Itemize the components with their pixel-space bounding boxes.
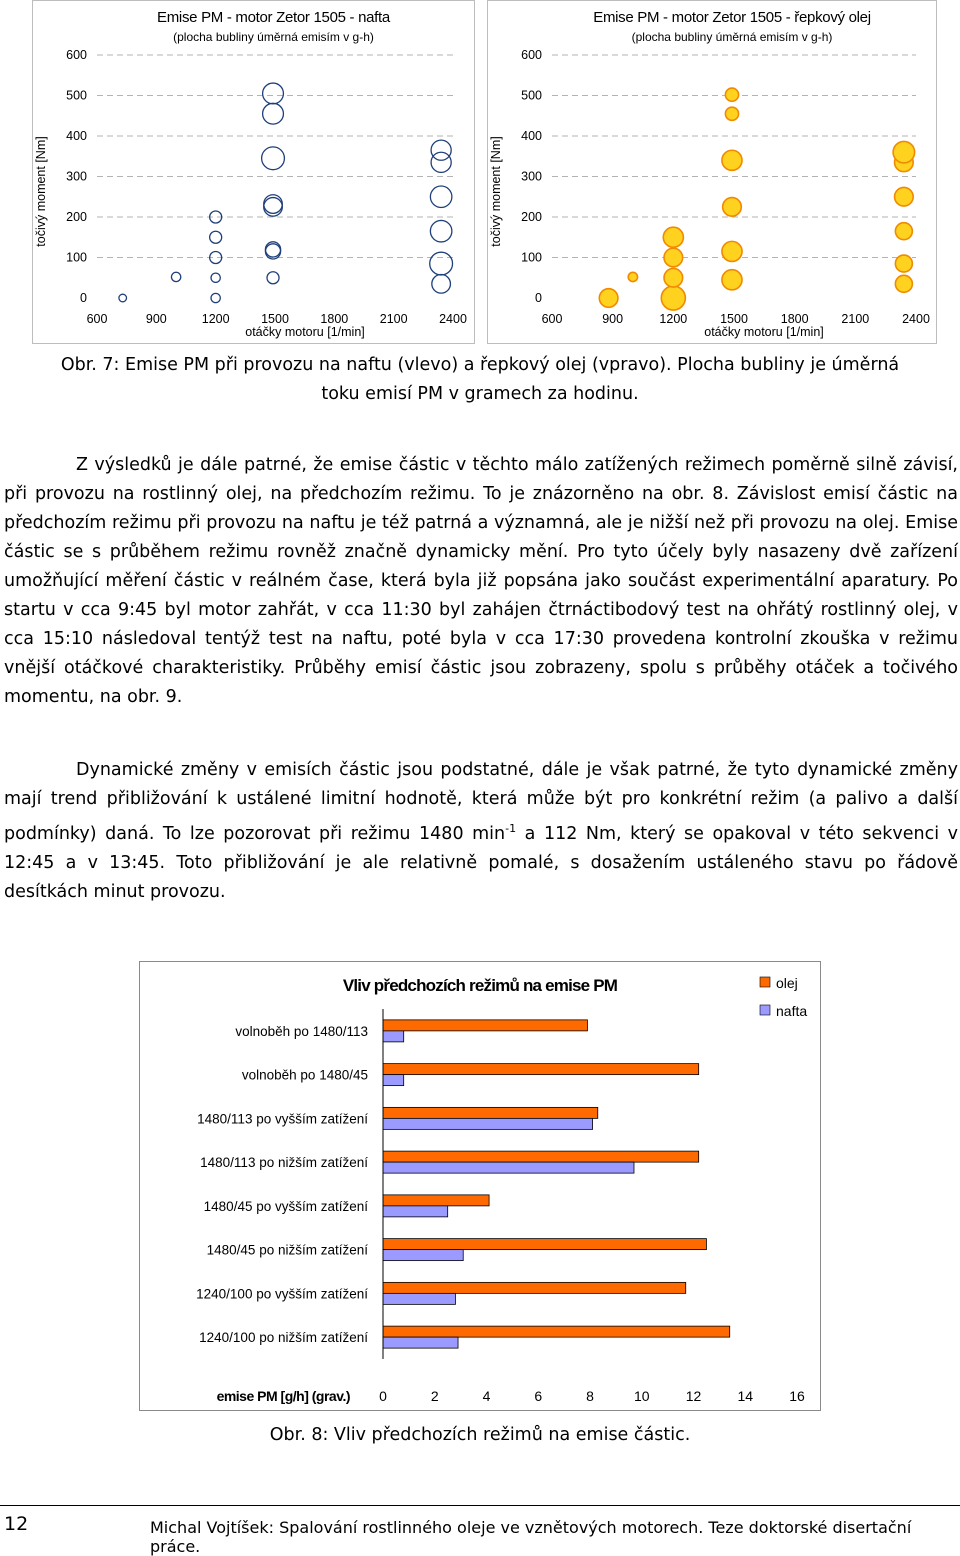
figure-8-caption: Obr. 8: Vliv předchozích režimů na emise částic. [269, 1425, 691, 1445]
bar-olej [383, 1195, 489, 1206]
x-tick-label: 4 [482, 1388, 491, 1404]
paragraph-2-sup: -1 [505, 822, 517, 835]
data-bubble [119, 294, 127, 302]
bar-chart-previous-modes [139, 961, 821, 1411]
data-bubble [661, 286, 685, 310]
bubble-plot-rapeseed [488, 1, 938, 345]
paragraph-1 [4, 451, 958, 712]
data-bubble [722, 150, 742, 170]
data-bubble [723, 198, 742, 217]
data-bubble [263, 83, 284, 104]
x-tick-label: 2100 [379, 312, 408, 326]
legend-swatch [760, 1005, 770, 1015]
data-bubble [722, 241, 742, 261]
bubble-chart-diesel [32, 0, 475, 344]
data-bubble [895, 187, 914, 206]
y-tick-label: 200 [66, 210, 87, 224]
bar-olej [383, 1151, 699, 1162]
legend-label: nafta [776, 1003, 808, 1019]
data-bubble [430, 220, 452, 242]
x-axis-label: emise PM [g/h] (grav.) [216, 1388, 350, 1404]
bubble-plot-diesel [33, 1, 476, 345]
x-tick-label: 2 [430, 1388, 439, 1404]
data-bubble [263, 103, 284, 124]
footer-text: Michal Vojtíšek: Spalování rostlinného oleje ve vznětových motorech. Teze doktorské disertační práce. [150, 1518, 912, 1556]
x-tick-label: 0 [379, 1388, 387, 1404]
data-bubble [725, 107, 738, 120]
bar-olej [383, 1107, 598, 1118]
category-label: 1240/100 po vyšším zatížení [196, 1286, 368, 1302]
x-tick-label: 2400 [902, 312, 930, 326]
y-tick-label: 600 [66, 48, 87, 62]
bar-chart-title: Vliv předchozích režimů na emise PM [342, 976, 618, 995]
y-tick-label: 0 [535, 291, 542, 305]
category-label: 1480/45 po vyšším zatížení [203, 1198, 368, 1214]
y-tick-label: 200 [521, 210, 542, 224]
bar-nafta [383, 1293, 455, 1304]
legend-swatch [760, 977, 770, 987]
x-axis-label: otáčky motoru [1/min] [704, 325, 824, 339]
x-tick-label: 2100 [841, 312, 870, 326]
footer-divider [0, 1505, 960, 1506]
y-tick-label: 100 [66, 250, 87, 265]
y-axis-label: točivý moment [Nm] [489, 136, 503, 247]
data-bubble [628, 272, 637, 281]
caption-line-1: Obr. 7: Emise PM při provozu na naftu (vlevo) a řepkový olej (vpravo). Plocha bubliny je úměrná [60, 355, 900, 375]
category-label: volnoběh po 1480/45 [241, 1067, 368, 1083]
x-tick-label: 600 [541, 312, 563, 326]
y-tick-label: 100 [521, 250, 542, 265]
data-bubble [267, 272, 279, 284]
chart-subtitle: (plocha bubliny úměrná emisím v g-h) [631, 30, 833, 44]
data-bubble [211, 293, 220, 302]
category-label: volnoběh po 1480/113 [235, 1023, 368, 1039]
bar-olej [383, 1020, 587, 1031]
data-bubble [725, 88, 738, 101]
data-bubble [893, 141, 915, 163]
category-label: 1480/113 po vyšším zatížení [197, 1111, 368, 1127]
paragraph-2-text-a: Dynamické změny v emisích částic jsou podstatné, dále je však patrné, že tyto dynamické změny mají trend přibližování k ustálené limitní hodnotě, která může být pro konkrétní režim (a palivo a další podmínky) daná. To lze pozorovat při režimu 1480 min [4, 760, 958, 844]
x-tick-label: 1200 [659, 312, 688, 326]
x-tick-label: 16 [789, 1388, 805, 1404]
category-label: 1240/100 po nižším zatížení [199, 1330, 368, 1346]
y-tick-label: 500 [521, 88, 542, 103]
x-tick-label: 1500 [720, 312, 748, 326]
data-bubble [210, 231, 222, 243]
data-bubble [431, 152, 451, 172]
data-bubble [431, 140, 451, 160]
x-tick-label: 1800 [780, 312, 809, 326]
bar-nafta [383, 1206, 448, 1217]
x-tick-label: 2400 [439, 312, 467, 326]
x-tick-label: 1200 [201, 312, 230, 326]
x-axis-label: otáčky motoru [1/min] [245, 325, 365, 339]
bar-nafta [383, 1118, 593, 1129]
y-tick-label: 300 [521, 169, 542, 184]
x-tick-label: 900 [145, 312, 167, 326]
chart-subtitle: (plocha bubliny úměrná emisím v g-h) [173, 30, 374, 44]
paragraph-2 [4, 756, 958, 907]
bubble-chart-rapeseed [487, 0, 937, 344]
data-bubble [722, 270, 742, 290]
x-tick-label: 600 [86, 312, 108, 326]
y-tick-label: 400 [521, 129, 542, 143]
category-label: 1480/45 po nižším zatížení [206, 1242, 368, 1258]
bar-olej [383, 1239, 706, 1250]
bar-olej [383, 1282, 686, 1293]
figure-7-caption [0, 351, 960, 409]
data-bubble [430, 186, 452, 208]
x-tick-label: 8 [586, 1388, 594, 1404]
data-bubble [432, 275, 451, 294]
caption-line-2: toku emisí PM v gramech za hodinu. [321, 384, 639, 404]
bar-nafta [383, 1162, 634, 1173]
data-bubble [599, 289, 618, 308]
bar-nafta [383, 1031, 404, 1042]
x-tick-label: 1800 [320, 312, 349, 326]
paragraph-2-text-b: a 112 Nm, který se opakoval v této sekvenci v 12:45 a v 13:45. Toto přibližování je ale relativně pomalé, s dosažením ustáleného stavu po řádově desítkách minut provozu. [4, 823, 958, 902]
chart-title: Emise PM - motor Zetor 1505 - řepkový olej [593, 9, 871, 26]
chart-title: Emise PM - motor Zetor 1505 - nafta [157, 9, 390, 26]
x-tick-label: 6 [534, 1388, 543, 1404]
y-tick-label: 0 [80, 291, 87, 305]
bar-olej [383, 1326, 730, 1337]
legend-label: olej [776, 975, 798, 991]
bar-nafta [383, 1250, 463, 1261]
bar-nafta [383, 1337, 458, 1348]
data-bubble [664, 248, 683, 267]
data-bubble [262, 147, 285, 170]
bar-nafta [383, 1075, 404, 1086]
data-bubble [430, 252, 453, 275]
paragraph-1-text: Z výsledků je dále patrné, že emise částic v těchto málo zatížených režimech poměrně silně závisí, při provozu na rostlinný olej, na předchozím režimu. To je znázorněno na obr. 8. Závislost emisí částic na předchozím režimu při provozu na naftu je též patrná a významná, ale je nižší než při provozu na olej. Emise částic se s průběhem režimu rovněž značně dynamicky mění. Pro tyto účely byly nasazeny dvě zařízení umožňující měření částic v reálném čase, která byla již popsána jako součást experimentální aparatury. Po startu v cca 9:45 byl motor zahřát, v cca 11:30 byl zahájen čtrnáctibodový test na ohřátý rostlinný olej, v cca 15:10 následoval tentýž test na naftu, poté byla v cca 17:30 provedena kontrolní zkouška v režimu vnější otáčkové charakteristiky. Průběhy emisí částic jsou zobrazeny, spolu s průběhy otáček a točivého momentu, na obr. 9. [4, 455, 958, 707]
data-bubble [211, 273, 220, 282]
x-tick-label: 12 [685, 1388, 702, 1404]
y-tick-label: 500 [66, 88, 87, 103]
x-tick-label: 14 [737, 1388, 754, 1404]
page-number: 12 [4, 1513, 29, 1535]
y-tick-label: 300 [66, 169, 87, 184]
bar-chart-plot [140, 962, 822, 1412]
y-tick-label: 600 [521, 48, 542, 62]
x-tick-label: 10 [633, 1388, 650, 1404]
data-bubble [663, 227, 683, 247]
x-tick-label: 900 [602, 312, 624, 326]
data-bubble [664, 268, 683, 287]
data-bubble [171, 272, 180, 281]
y-tick-label: 400 [66, 129, 87, 143]
data-bubble [895, 275, 912, 292]
bar-olej [383, 1064, 699, 1075]
data-bubble [895, 255, 912, 272]
y-axis-label: točivý moment [Nm] [34, 136, 48, 247]
category-label: 1480/113 po nižším zatížení [200, 1155, 368, 1171]
data-bubble [895, 223, 912, 240]
x-tick-label: 1500 [261, 312, 289, 326]
